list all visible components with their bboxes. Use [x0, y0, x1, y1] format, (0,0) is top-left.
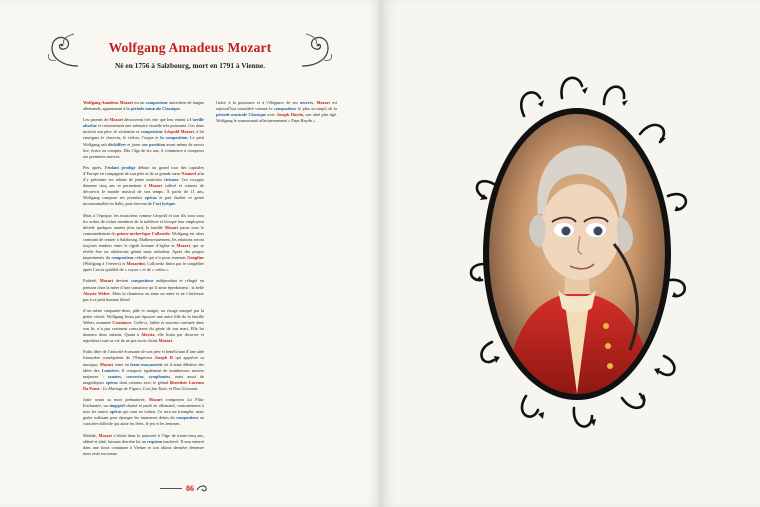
text-run: avec — [265, 112, 277, 118]
text-run: dont certains avec le génial — [117, 379, 170, 385]
text-run: découvrent très vite que leur enfant a — [122, 117, 191, 123]
text-run: , — [121, 373, 127, 379]
text-run: , et — [166, 385, 173, 391]
text-run: symphonies — [148, 373, 170, 379]
text-run: requiem — [147, 438, 163, 444]
text-run: Joseph Haydn — [276, 112, 303, 118]
text-run: entre en — [113, 361, 131, 367]
text-run: Juste avant sa mort prématurée, — [83, 397, 149, 403]
text-run: concertos — [126, 373, 144, 379]
text-run: rebelle qui n’a pour ennemis — [133, 255, 188, 261]
body-paragraph — [83, 213, 204, 274]
text-run: . Celle-ci, faible et souvent confinée dans son lit, n’a pas vraiment conscience du génie de son mari. Elle lui donnera deux enfants. Quant à — [83, 320, 204, 338]
text-run: la composition — [160, 135, 188, 141]
text-run: où il aime débattre des idées des — [83, 361, 204, 373]
text-run: Mozart — [148, 397, 163, 403]
text-run: Les parents de — [83, 117, 110, 123]
text-run: opéras — [144, 195, 157, 201]
text-run: au caractère difficile qui aime les fêtes, le jeu et les femmes. — [83, 415, 205, 427]
text-run: Mozart — [164, 224, 179, 230]
text-run: inachevé. Il sera enterré dans une fosse commune à Vienne et son ultime dernière demeure nous reste inconnue. — [83, 438, 204, 456]
text-run: , qui se révèle être un adolescent génial mais turbulent. Après des propos impertinents du — [83, 242, 204, 261]
text-run: Mozart — [176, 242, 190, 248]
text-run: afin d’y présenter ses talents de jeune musicien — [83, 170, 204, 183]
text-run: compositeur — [111, 255, 134, 261]
right-page — [380, 0, 760, 507]
text-run: : — [99, 385, 103, 391]
text-run: , mais aussi de magnifiques — [83, 373, 205, 385]
text-run: Gangfine — [187, 255, 205, 261]
body-text — [83, 100, 337, 470]
text-run: et part étudier ce genre incontournable en Italie, puis berceau de — [83, 195, 204, 207]
body-paragraph — [83, 278, 204, 302]
page-number: 86 — [186, 484, 194, 493]
text-run: compositeur — [176, 415, 199, 421]
body-column-1 — [83, 100, 204, 303]
text-run: Aloysia Weber — [83, 290, 110, 296]
text-run: est un — [133, 100, 146, 105]
text-run: l’oreille absolue — [83, 117, 205, 129]
text-run: Enfin libre de l’autorité écrasante de son père et bénéficiant d’une aide financière conséquente de l’Empereur — [83, 349, 204, 361]
text-run: Mais à l’époque, les musiciens comme Léopold et son fils sont sous les ordres de riches membres de la noblesse et lorsque leur employeur décède quelques années plus tard, la famille — [83, 212, 204, 230]
text-run: Léopold Mozart — [164, 129, 194, 135]
text-run: période musicale Classique — [130, 106, 180, 112]
text-run: , — [313, 100, 317, 105]
text-run: qui apprécie sa musique, — [83, 355, 204, 367]
text-run: s’éteint dans la pauvreté à l’âge de trente-cinq ans, abîmé et aîné, laissant derrière lui un — [83, 432, 204, 444]
text-run: devient — [113, 278, 132, 284]
body-paragraph — [83, 349, 204, 392]
text-run: Don Giovanni — [172, 385, 198, 391]
text-run: Peu après, — [83, 164, 105, 170]
text-run: Endetté, — [83, 278, 100, 284]
text-run: . Le petit Wolfgang sait — [83, 135, 205, 147]
text-run: sonates — [107, 373, 122, 379]
text-run: l’enfant prodige — [104, 164, 136, 170]
text-run: déchiffrer — [108, 141, 127, 147]
body-paragraph — [216, 100, 337, 124]
text-run: franc-maçonnerie — [130, 361, 163, 367]
text-run: Mozart — [98, 432, 112, 438]
text-run: Mozart — [148, 183, 163, 189]
text-run: (Wolfgang à l’envers) et — [83, 261, 127, 267]
text-run: prince-archevêque Colloredo — [116, 230, 170, 236]
text-run: Constance — [112, 320, 132, 325]
text-run: Aloysia — [141, 332, 155, 338]
body-paragraph — [83, 100, 204, 112]
text-run: compositeur — [131, 278, 154, 284]
text-run: Mozart — [99, 361, 114, 367]
text-run: débute un grand tour des capitales d’Europe en compagnie de son père et de sa grande sœur — [83, 164, 205, 176]
mozart-portrait-icon — [454, 64, 700, 444]
text-run: passe sous le commandement du — [83, 224, 204, 236]
text-run: période musicale Classique — [216, 112, 266, 118]
text-run: , à lui enseigner le clavecin, le violon, l’orgue et — [83, 129, 205, 141]
text-run: Mozart — [316, 100, 330, 105]
text-run: . Il compose également de nombreuses œuvres majeures : — [83, 367, 204, 379]
text-run: , elle finira par divorcer et regrettera toute sa vie de ne pas avoir choisi — [83, 332, 204, 344]
text-run: l’art lyrique — [152, 201, 176, 207]
text-run: Wolfgang Amadeus Mozart — [83, 100, 134, 105]
text-run: opéras — [109, 409, 122, 415]
text-run: . — [197, 385, 199, 391]
text-run: cultivé et curieux de découvrir le monde musical de son temps. À partir de 11 ans, Wolfgang compose ses premiers — [83, 183, 204, 201]
text-run: avant même de savoir lire, écrire ou compter. Dès l’âge de six ans, il commence à composer ses premières œuvres. — [83, 141, 204, 159]
text-run: qui sont en italien. Ce sera un triomphe, mais guère suffisant pour éponger les immenses dettes du — [83, 409, 204, 421]
body-paragraph — [83, 165, 204, 208]
text-run: indépendant et réfugié en pension chez la mère d’une cantatrice qu’il aime éperdument : la belle — [83, 278, 204, 290]
text-run: compositeur — [273, 106, 297, 112]
text-run: d’un mètre cinquante-deux, pâle et maigre, au visage marqué par la petite vérole. Wolfgang finira par épouser une autre fille de la famille Weber, nommée — [83, 307, 204, 325]
text-run: et certainement une mémoire visuelle très puissante. Ces dons incitent son père, le violoniste et — [83, 123, 204, 135]
text-run: . Wolfgang est alors contraint de rentrer à Salzbourg. Malheureusement, les relations seront toujours tendues entre le rigide homme d’église et — [83, 230, 204, 248]
text-run: Joseph II — [154, 355, 173, 361]
text-run: le plus accompli de la — [296, 106, 337, 112]
page-title: Wolfgang Amadeus Mozart — [108, 40, 272, 55]
text-run: compositeur — [140, 129, 164, 135]
text-run: . Ces voyages donnent cinq ans et permettent à — [83, 177, 204, 189]
body-paragraph — [83, 308, 204, 345]
text-run: . — [179, 106, 181, 112]
text-run: est aujourd’hui considéré comme le — [216, 100, 337, 112]
text-run: Mozart — [109, 117, 123, 123]
text-run: singspiel — [109, 403, 125, 409]
text-run: Mozartini — [126, 261, 145, 267]
text-run: et jouer une — [126, 141, 149, 147]
text-run: . — [172, 338, 174, 344]
text-run: œuvres — [300, 100, 314, 105]
text-run: , son aîné plus âgé. Wolfgang le surnommait affectueusement « Papa Haydn ». — [216, 112, 337, 124]
text-run: La Flûte Enchantée — [83, 397, 204, 409]
text-run: compositeur — [145, 100, 169, 105]
text-run: . Mais la chanteuse en aime un autre et ne s’intéresse pas à ce petit homme blond — [83, 290, 204, 302]
text-run: librettiste Lorenzo Da Ponte — [83, 379, 204, 391]
body-paragraph — [83, 397, 204, 427]
curl-ornament-icon — [196, 484, 210, 493]
text-run: Mozart — [99, 278, 114, 284]
portrait-illustration — [454, 64, 700, 444]
text-run: opéras — [105, 379, 118, 385]
text-run: Lumières — [101, 367, 119, 373]
text-run: Le Mariage de Figaro, Così fan Tutte — [102, 385, 167, 391]
text-run: partition — [149, 141, 166, 147]
text-run: Grâce à la puissance et à l’élégance de ses — [216, 100, 301, 105]
text-run: Malade, — [83, 432, 99, 438]
text-run: chanté et parlé en allemand, contrairement à tous les autres — [83, 403, 204, 415]
text-run: . — [175, 201, 177, 207]
text-run: , Colloredo finira par le congédier après l’avoir qualifié de « voyou » et de « crétin ». — [83, 261, 204, 273]
text-run: virtuose — [163, 177, 179, 183]
text-run: Nannerl — [181, 170, 197, 176]
text-run: Mozart — [158, 338, 173, 344]
body-paragraph — [83, 433, 204, 457]
text-run: , un — [100, 403, 110, 409]
text-run: composera — [162, 397, 188, 403]
page-subtitle: Né en 1756 à Salzbourg, mort en 1791 à Vienne. — [114, 61, 266, 70]
text-run: autrichien de langue allemande, appartenant à la — [83, 100, 204, 112]
body-paragraph — [83, 117, 204, 160]
text-run: , — [143, 373, 149, 379]
